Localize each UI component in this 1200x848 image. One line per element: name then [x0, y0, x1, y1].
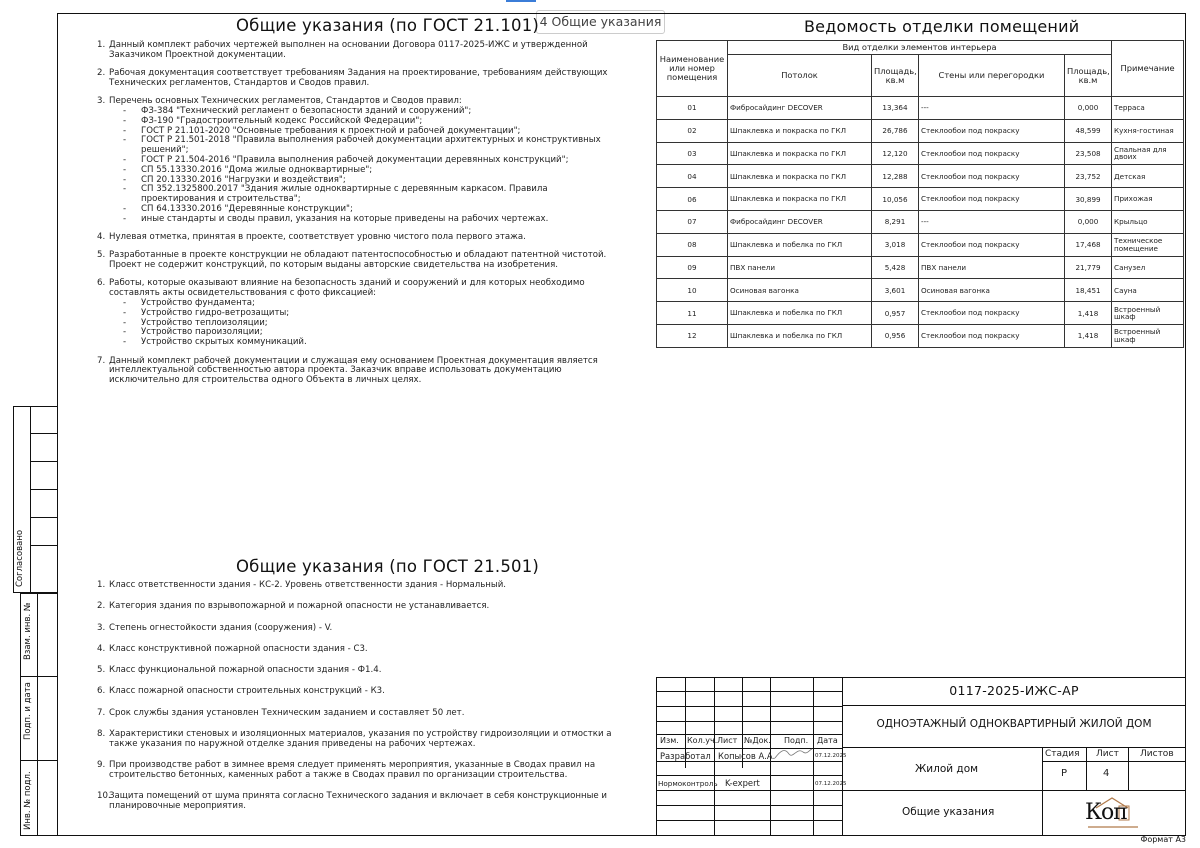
table-row — [657, 97, 1184, 120]
cell-area1: 5,428 — [872, 256, 919, 279]
cell-note: Встроенный шкаф — [1112, 324, 1184, 347]
note-number: 5. — [97, 665, 106, 676]
agreed-label: Согласовано — [15, 529, 25, 587]
doc-code: 0117-2025-ИЖС-АР — [949, 683, 1079, 698]
cell-area1: 10,056 — [872, 188, 919, 211]
note-item — [97, 761, 617, 781]
table-row — [657, 188, 1184, 211]
logo-text: Коп — [1085, 800, 1127, 825]
cell-note: Терраса — [1112, 97, 1184, 120]
norm-name: K-expert — [725, 778, 760, 788]
note-number: 7. — [97, 355, 106, 366]
note-text: Класс ответственности здания - КС-2. Уровень ответственности здания - Нормальный. — [109, 580, 507, 590]
cell-walls: --- — [919, 210, 1065, 233]
note-text: Срок службы здания установлен Техническим заданием и составляет 50 лет. — [109, 707, 465, 718]
cell-area1: 0,956 — [872, 324, 919, 347]
note-subitem: - ГОСТ Р 21.504-2016 "Правила выполнения рабочей документации деревянных конструкций"; — [123, 156, 617, 166]
cell-area1: 26,786 — [872, 119, 919, 142]
note-item — [97, 581, 617, 591]
note-number: 4. — [97, 643, 106, 654]
note-text: Степень огнестойкости здания (сооружения) - V. — [109, 622, 333, 633]
note-text: Нулевая отметка, принятая в проекте, соответствует уровню чистого пола первого этажа. — [109, 232, 526, 243]
cell-area2: 0,000 — [1065, 210, 1112, 233]
note-text: Характеристики стеновых и изоляционных материалов, указания по устройству гидроизоляции и отмостки а также указания по наружной отделке здания приведены на рабочих чертежах. — [109, 729, 612, 749]
cell-area2: 0,000 — [1065, 97, 1112, 120]
cell-walls: Стеклообои под покраску — [919, 324, 1065, 347]
note-text: Работы, которые оказывают влияние на безопасность зданий и сооружений и для которых необходимо составлять акты освидетельствования с фото фиксацией: — [109, 278, 585, 299]
cell-area2: 17,468 — [1065, 233, 1112, 256]
developed-name: Копысов А.А. — [718, 751, 776, 761]
col-area1: Площадь, кв.м — [872, 55, 919, 97]
cell-ceiling: Шпаклевка и покраска по ГКЛ — [728, 188, 872, 211]
note-text: При производстве работ в зимнее время следует применять мероприятия, указанные в Сводах правил на строительство бетонных, каменных работ а также в Сводах правил по организации строительства. — [109, 760, 596, 780]
note-subitem: - Устройство гидро-ветрозащиты; — [123, 309, 617, 319]
note-text: Защита помещений от шума принята согласно Технического задания и включает в себя конструкционные и планировочные мероприятия. — [109, 791, 608, 812]
cell-area2: 1,418 — [1065, 302, 1112, 325]
cell-ceiling: Шпаклевка и покраска по ГКЛ — [728, 165, 872, 188]
cell-walls: Стеклообои под покраску — [919, 165, 1065, 188]
note-subitem: - ГОСТ Р 21.501-2018 "Правила выполнения рабочей документации архитектурных и конструктивных решений"; — [123, 136, 617, 156]
norm-role: Нормоконтроль — [658, 779, 718, 788]
note-subitem: - СП 55.13330.2016 "Дома жилые одноквартирные"; — [123, 166, 617, 176]
note-number: 1. — [97, 40, 106, 50]
cell-ceiling: ПВХ панели — [728, 256, 872, 279]
cell-area2: 23,508 — [1065, 142, 1112, 165]
note-item — [97, 251, 617, 271]
note-subitem: - СП 64.13330.2016 "Деревянные конструкции"; — [123, 205, 617, 215]
cell-note: Санузел — [1112, 256, 1184, 279]
inv-label: Инв. № подл. — [23, 771, 33, 830]
cell-walls: Стеклообои под покраску — [919, 142, 1065, 165]
col-date: Дата — [817, 736, 838, 745]
active-tab-indicator — [506, 0, 536, 2]
note-item — [97, 624, 617, 634]
cell-room: 02 — [657, 119, 728, 142]
col-ndoc: №Док. — [744, 736, 771, 745]
col-note: Примечание — [1112, 41, 1184, 97]
norm-date: 07.12.2025 — [815, 781, 847, 787]
cell-note: Спальная для двоих — [1112, 142, 1184, 165]
developed-role: Разработал — [660, 751, 711, 761]
note-item — [97, 687, 617, 697]
note-item — [97, 645, 617, 655]
note-text: Класс пожарной опасности строительных конструкций - К3. — [109, 686, 385, 697]
cell-walls: --- — [919, 97, 1065, 120]
signature — [773, 744, 813, 762]
cell-area1: 12,288 — [872, 165, 919, 188]
note-item — [97, 709, 617, 719]
note-text: Разработанные в проекте конструкции не обладают патентоспособностью и обладают патентной чистотой. Проект не содержит конструкций, по которым выданы авторские свидетельства на изобретения. — [109, 250, 607, 271]
table-row — [657, 302, 1184, 325]
cell-area1: 12,120 — [872, 142, 919, 165]
col-walls: Стены или перегородки — [919, 55, 1065, 97]
finishing-title: Ведомость отделки помещений — [804, 17, 1080, 36]
col-list: Лист — [717, 736, 738, 745]
cell-ceiling: Шпаклевка и побелка по ГКЛ — [728, 233, 872, 256]
cell-area1: 3,601 — [872, 279, 919, 302]
stage-value: Р — [1061, 768, 1068, 779]
note-number: 2. — [97, 601, 106, 612]
cell-room: 12 — [657, 324, 728, 347]
note-subitem: - ГОСТ Р 21.101-2020 "Основные требования к проектной и рабочей документации"; — [123, 127, 617, 137]
note-number: 5. — [97, 250, 106, 261]
table-row — [657, 324, 1184, 347]
note-item — [97, 279, 617, 348]
sheet-tab-label[interactable]: 4 Общие указания — [536, 10, 665, 34]
cell-walls: Стеклообои под покраску — [919, 233, 1065, 256]
cell-area1: 13,364 — [872, 97, 919, 120]
section2-notes — [97, 581, 617, 823]
cell-room: 09 — [657, 256, 728, 279]
cell-walls: Стеклообои под покраску — [919, 119, 1065, 142]
cell-area1: 0,957 — [872, 302, 919, 325]
cell-room: 03 — [657, 142, 728, 165]
cell-ceiling: Фибросайдинг DECOVER — [728, 97, 872, 120]
note-subitem: - СП 20.13330.2016 "Нагрузки и воздействия"; — [123, 176, 617, 186]
note-text: Класс конструктивной пожарной опасности здания - С3. — [109, 643, 368, 654]
cell-note: Прихожая — [1112, 188, 1184, 211]
cell-ceiling: Шпаклевка и покраска по ГКЛ — [728, 119, 872, 142]
note-item — [97, 730, 617, 750]
cell-area2: 23,752 — [1065, 165, 1112, 188]
col-podp: Подп. — [784, 736, 809, 745]
sign-date-label: Подп. и дата — [23, 682, 33, 740]
table-row — [657, 165, 1184, 188]
note-subitem: - Устройство пароизоляции; — [123, 328, 617, 338]
cell-walls: Стеклообои под покраску — [919, 188, 1065, 211]
sheet-label: Лист — [1096, 749, 1119, 759]
note-item — [97, 41, 617, 61]
cell-walls: Осиновая вагонка — [919, 279, 1065, 302]
note-text: Рабочая документация соответствует требованиям Задания на проектирование, требованиям действующих Технических регламентов, Стандартов и Сводов правил. — [109, 68, 608, 88]
sheet-name: Общие указания — [902, 806, 995, 818]
note-item — [97, 357, 617, 386]
cell-ceiling: Шпаклевка и побелка по ГКЛ — [728, 302, 872, 325]
cell-room: 10 — [657, 279, 728, 302]
table-row — [657, 119, 1184, 142]
table-row — [657, 279, 1184, 302]
cell-ceiling: Осиновая вагонка — [728, 279, 872, 302]
paper-format: Формат А3 — [1140, 835, 1186, 844]
note-item — [97, 97, 617, 224]
cell-ceiling: Шпаклевка и покраска по ГКЛ — [728, 142, 872, 165]
cell-room: 07 — [657, 210, 728, 233]
note-number: 7. — [97, 707, 106, 718]
col-kol: Кол.уч. — [687, 736, 718, 745]
col-room: Наименование или номер помещения — [657, 41, 728, 97]
cell-room: 06 — [657, 188, 728, 211]
cell-note: Сауна — [1112, 279, 1184, 302]
note-number: 4. — [97, 232, 106, 243]
cell-walls: Стеклообои под покраску — [919, 302, 1065, 325]
section1-notes — [97, 41, 617, 394]
col-ceiling: Потолок — [728, 55, 872, 97]
note-number: 2. — [97, 68, 106, 79]
table-row — [657, 233, 1184, 256]
note-number: 9. — [97, 760, 106, 771]
col-izm: Изм. — [660, 736, 679, 745]
note-number: 8. — [97, 729, 106, 740]
note-number: 1. — [97, 580, 106, 590]
project-name: ОДНОЭТАЖНЫЙ ОДНОКВАРТИРНЫЙ ЖИЛОЙ ДОМ — [876, 718, 1152, 730]
cell-note: Техническое помещение — [1112, 233, 1184, 256]
note-number: 3. — [97, 622, 106, 633]
note-number: 6. — [97, 278, 106, 289]
cell-area1: 8,291 — [872, 210, 919, 233]
note-item — [97, 233, 617, 243]
cell-ceiling: Фибросайдинг DECOVER — [728, 210, 872, 233]
cell-note: Крыльцо — [1112, 210, 1184, 233]
note-subitem: - Устройство фундамента; — [123, 299, 617, 309]
developed-date: 07.12.2025 — [815, 753, 847, 759]
cell-walls: ПВХ панели — [919, 256, 1065, 279]
finishing-table — [656, 40, 1184, 348]
section2-title: Общие указания (по ГОСТ 21.501) — [236, 557, 540, 576]
sheets-label: Листов — [1140, 749, 1174, 759]
note-subitem: - СП 352.1325800.2017 "Здания жилые одноквартирные с деревянным каркасом. Правила проектирования и строительства"; — [123, 185, 617, 205]
table-row — [657, 142, 1184, 165]
cell-area1: 3,018 — [872, 233, 919, 256]
replaced-label: Взам. инв. № — [23, 602, 33, 660]
stage-label: Стадия — [1045, 749, 1080, 759]
note-subitem: - Устройство скрытых коммуникаций. — [123, 338, 617, 348]
note-text: Перечень основных Технических регламентов, Стандартов и Сводов правил: — [109, 96, 462, 107]
note-number: 3. — [97, 96, 106, 107]
cell-room: 08 — [657, 233, 728, 256]
cell-note: Кухня-гостиная — [1112, 119, 1184, 142]
note-subitem: - ФЗ-384 "Технический регламент о безопасности зданий и сооружений"; — [123, 107, 617, 117]
note-text: Класс функциональной пожарной опасности здания - Ф1.4. — [109, 665, 382, 676]
building-name: Жилой дом — [915, 763, 979, 775]
note-subitem: - ФЗ-190 "Градостроительный кодекс Российской Федерации"; — [123, 117, 617, 127]
cell-note: Встроенный шкаф — [1112, 302, 1184, 325]
cell-area2: 1,418 — [1065, 324, 1112, 347]
section1-title: Общие указания (по ГОСТ 21.101) — [236, 16, 540, 35]
table-row — [657, 256, 1184, 279]
note-text: Данный комплект рабочей документации и служащая ему основанием Проектная документация является интеллектуальной собственностью автора проекта. Заказчик вправе использовать документацию исключительно для строительства одного Объекта в личных целях. — [109, 355, 598, 386]
note-text: Данный комплект рабочих чертежей выполнен на основании Договора 0117-2025-ИЖС и утвержденной Заказчиком Проектной документации. — [109, 40, 588, 60]
sheet-value: 4 — [1103, 768, 1110, 779]
note-item — [97, 666, 617, 676]
note-item — [97, 792, 617, 812]
cell-note: Детская — [1112, 165, 1184, 188]
note-subitem: - иные стандарты и своды правил, указания на которые приведены на рабочих чертежах. — [123, 215, 617, 225]
note-number: 6. — [97, 686, 106, 697]
note-number: 10. — [97, 791, 111, 802]
note-item — [97, 69, 617, 89]
col-group: Вид отделки элементов интерьера — [728, 41, 1112, 55]
note-text: Категория здания по взрывопожарной и пожарной опасности не устанавливается. — [109, 601, 490, 612]
cell-area2: 21,779 — [1065, 256, 1112, 279]
cell-area2: 48,599 — [1065, 119, 1112, 142]
cell-area2: 30,899 — [1065, 188, 1112, 211]
cell-area2: 18,451 — [1065, 279, 1112, 302]
note-item — [97, 602, 617, 612]
cell-room: 04 — [657, 165, 728, 188]
cell-room: 11 — [657, 302, 728, 325]
col-area2: Площадь, кв.м — [1065, 55, 1112, 97]
note-subitem: - Устройство теплоизоляции; — [123, 319, 617, 329]
cell-room: 01 — [657, 97, 728, 120]
table-row — [657, 210, 1184, 233]
cell-ceiling: Шпаклевка и побелка по ГКЛ — [728, 324, 872, 347]
